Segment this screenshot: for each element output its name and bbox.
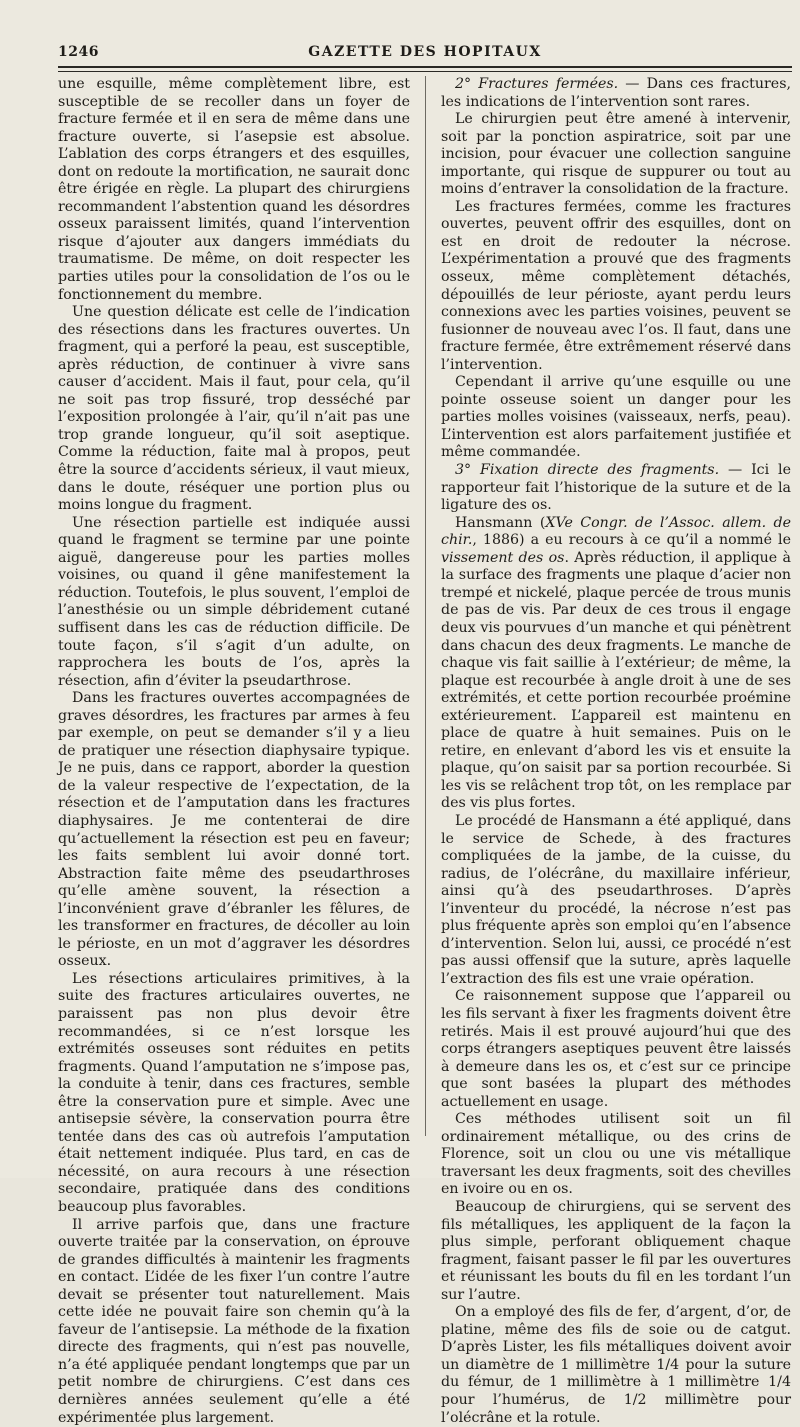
paragraph: Les résections articulaires primitives, à la suite des fractures articulaires ouvertes, ne paraissent pas non plus devoir être recommandées, si ce n’est lorsque les extrémités osseuses sont réduites en petits fragments. Quand l’amputation ne s’impose pas, la conduite à tenir, dans ces fractures, semble être la conservation pure et simple. Avec une antisepsie sévère, la conservation pourra être tentée dans des cas où autrefois l’amputation était nettement indiquée. Plus tard, en cas de nécessité, on aura recours à une résection secondaire, pratiquée dans des conditions beaucoup plus favorables. — [58, 970, 410, 1215]
paragraph: 2° Fractures fermées. — Dans ces fractures, les indications de l’intervention sont rares. — [441, 76, 791, 110]
section-heading: 3° Fixation directe des fragments. — [455, 462, 720, 479]
section-heading: 2° Fractures fermées. — [455, 76, 619, 92]
header-rule-thin — [58, 71, 792, 72]
paragraph: Une résection partielle est indiquée aussi quand le fragment se termine par une pointe aiguë, dangereuse pour les parties molles voisines, ou quand il gêne manifestement la réduction. Toutefois, le plus souvent, l’emploi de l’anesthésie ou un simple débridement cutané suffisent dans les cas de réduction difficile. De toute façon, s’il s’agit d’un adulte, on rapprochera les bouts de l’os, après la résection, afin d’éviter la pseudarthrose. — [58, 514, 410, 689]
page-number: 1246 — [58, 44, 99, 60]
left-column — [58, 76, 410, 1427]
paragraph: Une question délicate est celle de l’indication des résections dans les fractures ouvertes. Un fragment, qui a perforé la peau, est susceptible, après réduction, de continuer à vivre sans causer d’accident. Mais il faut, pour cela, qu’il ne soit pas trop fissuré, trop desséché par l’exposition prolongée à l’air, qu’il n’ait pas une trop grande longueur, qu’il soit aseptique. Comme la réduction, faite mal à propos, peut être la source d’accidents sérieux, il vaut mieux, dans le doute, réséquer une portion plus ou moins longue du fragment. — [58, 304, 410, 514]
paragraph: Cependant il arrive qu’une esquille ou une pointe osseuse soient un danger pour les parties molles voisines (vaisseaux, nerfs, peau). L’intervention est alors parfaitement justifiée et même commandée. — [441, 374, 791, 461]
term: vissement des os — [441, 549, 565, 566]
paragraph: 3° Fixation directe des fragments. — Ici le rapporteur fait l’historique de la suture et de la ligature des os. — [441, 462, 791, 514]
paragraph: Beaucoup de chirurgiens, qui se servent des fils métalliques, les appliquent de la façon la plus simple, perforant obliquement chaque fragment, faisant passer le fil par les ouvertures et réunissant les bouts du fil en les tordant l’un sur l’autre. — [441, 1199, 791, 1303]
paragraph: Hansmann (XVe Congr. de l’Assoc. allem. de chir., 1886) a eu recours à ce qu’il a nommé le vissement des os. Après réduction, il applique à la surface des fragments une plaque d’acier non trempé et nickelé, plaque percée de trous munis de pas de vis. Par deux de ces trous il engage deux vis pourvues d’un manche et qui pénètrent dans chacun des deux fragments. Le manche de chaque vis fait saillie à l’extérieur; de même, la plaque est recourbée à angle droit à une de ses extrémités, et cette portion recourbée proémine extérieurement. L’appareil est maintenu en place de quatre à huit semaines. Puis on le retire, en enlevant d’abord les vis et ensuite la plaque, qu’on saisit par sa portion recourbée. Si les vis se relâchent trop tôt, on les remplace par des vis plus fortes. — [441, 514, 791, 812]
header-rule-thick — [58, 66, 792, 68]
paragraph: Le procédé de Hansmann a été appliqué, dans le service de Schede, à des fractures compliquées de la jambe, de la cuisse, du radius, de l’olécrâne, du maxillaire inférieur, ainsi qu’à des pseudarthroses. D’après l’inventeur du procédé, la nécrose n’est pas plus fréquente après son emploi qu’en l’absence d’intervention. Selon lui, aussi, ce procédé n’est pas aussi offensif que la suture, après laquelle l’extraction des fils est une vraie opération. — [441, 812, 791, 987]
right-column — [441, 76, 791, 1427]
paragraph: On a employé des fils de fer, d’argent, d’or, de platine, même des fils de soie ou de catgut. D’après Lister, les fils métalliques doivent avoir un diamètre de 1 millimètre 1/4 pour la suture du fémur, de 1 millimètre à 1 millimètre 1/4 pour l’humérus, de 1/2 millimètre pour l’olécrâne et la rotule. — [441, 1304, 791, 1426]
paragraph: Il arrive parfois que, dans une fracture ouverte traitée par la conservation, on éprouve de grandes difficultés à maintenir les fragments en contact. L’idée de les fixer l’un contre l’autre devait se présenter tout naturellement. Mais cette idée ne pouvait faire son chemin qu’à la faveur de l’antisepsie. La méthode de la fixation directe des fragments, qui n’est pas nouvelle, n’a été appliquée pendant longtemps que par un petit nombre de chirurgiens. C’est dans ces dernières années seulement qu’elle a été expérimentée plus largement. — [58, 1216, 410, 1426]
paragraph: Ces méthodes utilisent soit un fil ordinairement métallique, ou des crins de Florence, soit un clou ou une vis métallique traversant les deux fragments, soit des chevilles en ivoire ou en os. — [441, 1111, 791, 1198]
paragraph: Le chirurgien peut être amené à intervenir, soit par la ponction aspiratrice, soit par une incision, pour évacuer une collection sanguine importante, qui risque de suppurer ou tout au moins d’entraver la consolidation de la fracture. — [441, 111, 791, 198]
column-divider — [425, 76, 426, 1136]
paragraph: Dans les fractures ouvertes accompagnées de graves désordres, les fractures par armes à feu par exemple, on peut se demander s’il y a lieu de pratiquer une résection diaphysaire typique. Je ne puis, dans ce rapport, aborder la question de la valeur respective de l’expectation, de la résection et de l’amputation dans les fractures diaphysaires. Je me contenterai de dire qu’actuellement la résection est peu en faveur; les faits semblent lui avoir donné tort. Abstraction faite même des pseudarthroses qu’elle amène souvent, la résection a l’inconvénient grave d’ébranler les fêlures, de les transformer en fractures, de décoller au loin le périoste, en un mot d’aggraver les désordres osseux. — [58, 690, 410, 970]
paragraph: Ce raisonnement suppose que l’appareil ou les fils servant à fixer les fragments doivent être retirés. Mais il est prouvé aujourd’hui que des corps étrangers aseptiques peuvent être laissés à demeure dans les os, et c’est sur ce principe que sont basées la plupart des méthodes actuellement en usage. — [441, 988, 791, 1110]
citation: XVe Congr. de l’Assoc. allem. de chir. — [441, 514, 791, 549]
paragraph: Les fractures fermées, comme les fractures ouvertes, peuvent offrir des esquilles, dont on est en droit de redouter la nécrose. L’expérimentation a prouvé que des fragments osseux, même complètement détachés, dépouillés de leur périoste, ayant perdu leurs connexions avec les parties voisines, peuvent se fusionner de nouveau avec l’os. Il faut, dans une fracture fermée, être extrêmement réservé dans l’intervention. — [441, 198, 791, 373]
page-header — [58, 44, 792, 64]
paragraph: une esquille, même complètement libre, est susceptible de se recoller dans un foyer de fracture fermée et il en sera de même dans une fracture ouverte, si l’asepsie est absolue. L’ablation des corps étrangers et des esquilles, dont on redoute la mortification, ne saurait donc être érigée en règle. La plupart des chirurgiens recommandent l’abstention quand les désordres osseux paraissent limités, quand l’intervention risque d’ajouter aux dangers immédiats du traumatisme. De même, on doit respecter les parties utiles pour la consolidation de l’os ou le fonctionnement du membre. — [58, 76, 410, 303]
journal-title: GAZETTE DES HOPITAUX — [308, 44, 542, 60]
